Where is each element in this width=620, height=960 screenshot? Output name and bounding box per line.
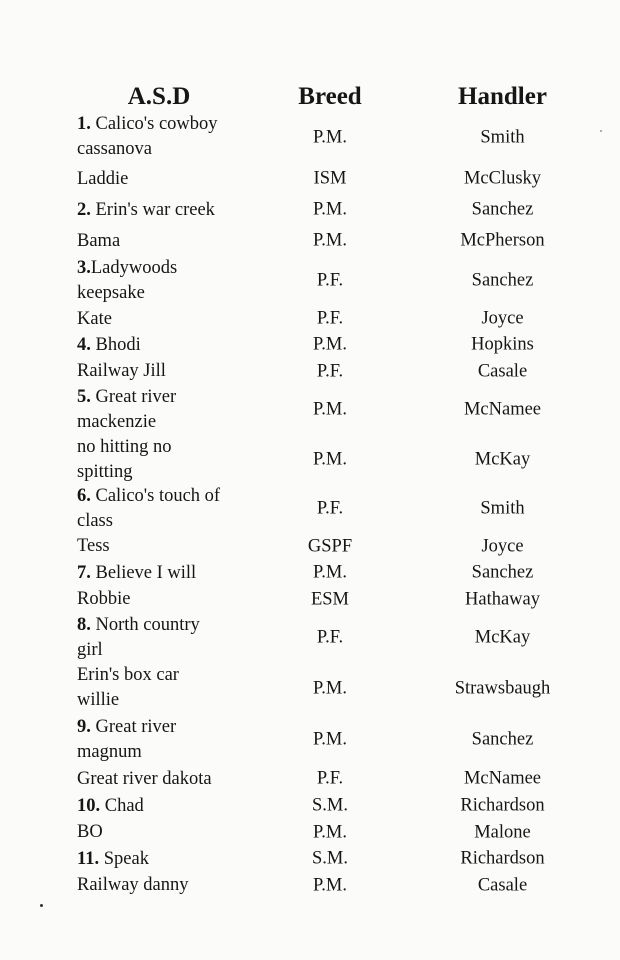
dog-name-text: Tess bbox=[77, 536, 110, 556]
table-row bbox=[0, 586, 620, 613]
dog-name-text: Great river dakota bbox=[77, 768, 212, 789]
breed-cell: P.M. bbox=[313, 334, 347, 355]
dog-name-text: Believe I will bbox=[95, 562, 197, 583]
table-row bbox=[0, 872, 620, 899]
dog-name bbox=[77, 820, 277, 845]
breed-cell: P.F. bbox=[316, 270, 344, 291]
placement-number: 4. bbox=[77, 334, 91, 355]
dog-name bbox=[77, 715, 277, 765]
dog-name-text: Bama bbox=[77, 230, 121, 251]
breed-cell: P.F. bbox=[316, 768, 344, 789]
dog-name-text: Calico's cowboy bbox=[95, 114, 218, 134]
dog-name bbox=[77, 767, 277, 792]
dog-name-line bbox=[77, 359, 277, 384]
dog-name-line bbox=[77, 167, 277, 192]
handler-cell: Smith bbox=[480, 498, 525, 518]
dog-name-text: Robbie bbox=[77, 589, 131, 609]
breed-cell: P.M. bbox=[313, 199, 347, 220]
dog-name-text: Great river bbox=[95, 717, 177, 737]
handler-cell: Richardson bbox=[460, 848, 545, 869]
handler-cell: McKay bbox=[474, 449, 531, 469]
dog-name-line: mackenzie bbox=[77, 412, 157, 432]
placement-number: 7. bbox=[77, 562, 91, 583]
breed-cell: P.M. bbox=[313, 399, 347, 420]
breed-cell: S.M. bbox=[312, 848, 348, 869]
dog-name bbox=[77, 229, 277, 254]
handler-cell: Sanchez bbox=[471, 270, 534, 291]
table-row bbox=[0, 663, 620, 715]
breed-cell: P.F. bbox=[316, 627, 344, 648]
dog-name bbox=[77, 435, 277, 485]
dog-name-text: Great river bbox=[95, 387, 177, 407]
dog-name-line bbox=[77, 229, 277, 254]
dog-name-text: BO bbox=[77, 822, 103, 842]
dog-name bbox=[77, 333, 277, 358]
dog-name bbox=[77, 307, 277, 332]
handler-cell: Joyce bbox=[481, 536, 524, 556]
dog-name-line: magnum bbox=[77, 742, 142, 762]
table-row bbox=[0, 112, 620, 164]
table-row bbox=[0, 358, 620, 385]
dog-name-text: Kate bbox=[77, 308, 112, 329]
dog-name-line bbox=[77, 873, 277, 898]
dog-name-line bbox=[77, 613, 277, 638]
paper-speck bbox=[600, 130, 602, 132]
dog-name-line bbox=[77, 333, 277, 358]
breed-cell: ISM bbox=[313, 168, 347, 189]
dog-name-text: Ladywoods bbox=[90, 258, 178, 278]
breed-cell: P.F. bbox=[316, 498, 344, 518]
breed-cell: P.M. bbox=[313, 127, 347, 148]
dog-name-line: girl bbox=[77, 640, 103, 660]
dog-name-text: Railway Jill bbox=[77, 361, 166, 381]
dog-name-line bbox=[77, 256, 277, 281]
breed-cell: P.M. bbox=[313, 678, 347, 699]
table-row bbox=[0, 793, 620, 819]
entries-table bbox=[0, 112, 620, 899]
table-row bbox=[0, 256, 620, 306]
breed-cell: P.F. bbox=[316, 308, 344, 329]
dog-name-line bbox=[77, 198, 277, 223]
handler-cell: Sanchez bbox=[471, 562, 534, 583]
dog-name-text: Bhodi bbox=[95, 334, 141, 355]
dog-name-text: Laddie bbox=[77, 168, 129, 189]
placement-number: 10. bbox=[77, 795, 101, 816]
breed-cell: P.M. bbox=[313, 875, 347, 895]
table-row bbox=[0, 560, 620, 586]
paper-speck bbox=[40, 904, 43, 907]
dog-name-line bbox=[77, 663, 277, 688]
dog-name bbox=[77, 385, 277, 435]
placement-number: 5. bbox=[77, 387, 91, 407]
dog-name-text: Chad bbox=[104, 795, 144, 816]
handler-cell: Joyce bbox=[481, 308, 524, 329]
dog-name-line bbox=[77, 307, 277, 332]
handler-cell: McNamee bbox=[463, 399, 542, 420]
breed-cell: P.M. bbox=[313, 729, 347, 750]
dog-name-text: Erin's box car bbox=[77, 665, 179, 685]
dog-name-line bbox=[77, 820, 277, 845]
handler-cell: Strawsbaugh bbox=[454, 678, 551, 699]
dog-name bbox=[77, 534, 277, 559]
breed-cell: P.M. bbox=[313, 230, 347, 251]
dog-name-text: Erin's war creek bbox=[95, 199, 215, 220]
handler-cell: Casale bbox=[477, 361, 528, 381]
table-row bbox=[0, 613, 620, 663]
handler-cell: McPherson bbox=[460, 230, 545, 251]
table-row bbox=[0, 332, 620, 358]
handler-cell: Hopkins bbox=[471, 334, 534, 355]
dog-name-text: no hitting no bbox=[77, 437, 172, 457]
handler-cell: Richardson bbox=[460, 795, 545, 816]
dog-name-text: Railway danny bbox=[77, 875, 189, 895]
header-handler: Handler bbox=[458, 83, 547, 110]
dog-name bbox=[77, 794, 277, 819]
handler-cell: McClusky bbox=[463, 168, 542, 189]
placement-number: 3. bbox=[77, 258, 91, 278]
dog-name-line bbox=[77, 435, 277, 460]
dog-name-line bbox=[77, 715, 277, 740]
table-row bbox=[0, 846, 620, 872]
breed-cell: P.F. bbox=[316, 361, 344, 381]
dog-name-line: willie bbox=[77, 690, 120, 710]
table-row bbox=[0, 819, 620, 846]
breed-cell: ESM bbox=[310, 589, 350, 609]
dog-name bbox=[77, 484, 277, 534]
placement-number: 6. bbox=[77, 486, 91, 506]
dog-name bbox=[77, 613, 277, 663]
dog-name-line bbox=[77, 484, 277, 509]
placement-number: 9. bbox=[77, 717, 91, 737]
breed-cell: P.M. bbox=[313, 822, 347, 842]
dog-name-line: keepsake bbox=[77, 283, 145, 303]
handler-cell: Hathaway bbox=[465, 589, 540, 609]
handler-cell: Sanchez bbox=[471, 199, 534, 220]
header-asd: A.S.D bbox=[127, 83, 191, 110]
dog-name bbox=[77, 561, 277, 586]
table-row bbox=[0, 765, 620, 793]
breed-cell: GSPF bbox=[307, 536, 353, 556]
handler-cell: Casale bbox=[477, 875, 528, 895]
dog-name bbox=[77, 167, 277, 192]
dog-name bbox=[77, 873, 277, 898]
breed-cell: P.M. bbox=[313, 449, 347, 469]
breed-cell: P.M. bbox=[313, 562, 347, 583]
dog-name-text: Calico's touch of bbox=[95, 486, 221, 506]
table-row bbox=[0, 484, 620, 533]
dog-name-line bbox=[77, 767, 277, 792]
dog-name bbox=[77, 112, 277, 162]
breed-cell: S.M. bbox=[312, 795, 348, 816]
table-row bbox=[0, 164, 620, 194]
dog-name bbox=[77, 663, 277, 713]
dog-name-line: class bbox=[77, 511, 113, 531]
dog-name-text: Speak bbox=[103, 848, 149, 869]
dog-name-line bbox=[77, 534, 277, 559]
table-row bbox=[0, 226, 620, 256]
handler-cell: McNamee bbox=[463, 768, 542, 789]
handler-cell: Smith bbox=[480, 127, 525, 148]
handler-cell: Malone bbox=[474, 822, 531, 842]
placement-number: 2. bbox=[77, 199, 91, 220]
placement-number: 8. bbox=[77, 615, 91, 635]
table-row bbox=[0, 715, 620, 765]
dog-name bbox=[77, 198, 277, 223]
table-row bbox=[0, 306, 620, 332]
table-row bbox=[0, 435, 620, 484]
dog-name bbox=[77, 359, 277, 384]
table-row bbox=[0, 194, 620, 226]
dog-name-line bbox=[77, 112, 277, 137]
dog-name-line bbox=[77, 587, 277, 612]
dog-name-line bbox=[77, 385, 277, 410]
dog-name-line bbox=[77, 847, 277, 872]
dog-name-text: North country bbox=[95, 615, 200, 635]
handler-cell: Sanchez bbox=[471, 729, 534, 750]
dog-name-line bbox=[77, 561, 277, 586]
dog-name bbox=[77, 256, 277, 306]
dog-name bbox=[77, 847, 277, 872]
dog-name-line: cassanova bbox=[77, 139, 152, 159]
handler-cell: McKay bbox=[474, 627, 531, 648]
dog-name-line: spitting bbox=[77, 462, 133, 482]
placement-number: 11. bbox=[77, 848, 100, 869]
table-row bbox=[0, 533, 620, 560]
header-breed: Breed bbox=[298, 83, 362, 110]
table-row bbox=[0, 385, 620, 435]
dog-name-line bbox=[77, 794, 277, 819]
dog-name bbox=[77, 587, 277, 612]
placement-number: 1. bbox=[77, 114, 91, 134]
